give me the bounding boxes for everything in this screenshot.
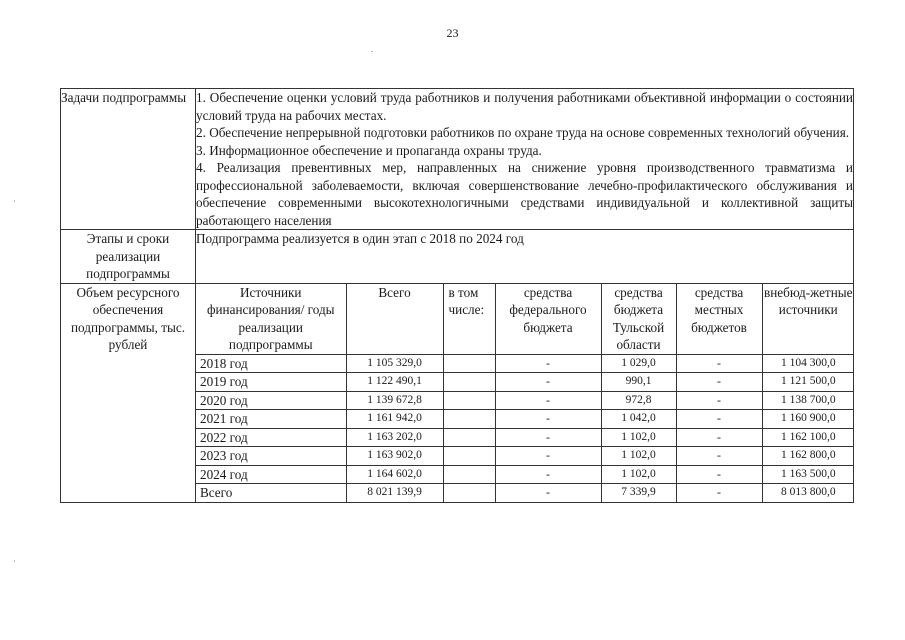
tasks-row — [61, 89, 854, 230]
task-item: 2. Обеспечение непрерывной подготовки работников по охране труда на основе современных технологий обучения. — [196, 125, 850, 140]
funding-data-row — [196, 391, 854, 410]
row-federal: - — [495, 410, 601, 429]
row-offbudget: 1 162 100,0 — [762, 428, 854, 447]
row-year: 2019 год — [196, 373, 346, 392]
task-item: 3. Информационное обеспечение и пропаганда охраны труда. — [196, 142, 542, 158]
funding-data-row — [196, 373, 854, 392]
funding-data-row — [196, 428, 854, 447]
row-regional: 990,1 — [601, 373, 676, 392]
row-federal: - — [495, 447, 601, 466]
row-regional: 1 042,0 — [601, 410, 676, 429]
subprogram-passport-table — [60, 88, 854, 503]
header-source: Источники финансирования/ годы реализации подпрограммы — [196, 284, 346, 355]
row-local: - — [676, 447, 762, 466]
task-item: 4. Реализация превентивных мер, направленных на снижение уровня производственного травматизма и профессиональной заболеваемости, включая совершенствование лечебно-профилактического обслуживания и обеспечение современными высокотехнологичными средствами индивидуальной и коллективной защиты работающего населения — [196, 160, 853, 228]
scan-speck — [371, 51, 373, 52]
funding-header-row — [196, 284, 854, 355]
tasks-list — [196, 89, 854, 230]
row-total: 1 139 672,8 — [346, 391, 443, 410]
page-number: 23 — [446, 26, 459, 40]
row-local: - — [676, 428, 762, 447]
row-local: - — [676, 484, 762, 502]
row-offbudget: 1 162 800,0 — [762, 447, 854, 466]
row-regional: 7 339,9 — [601, 484, 676, 502]
row-total: 1 163 902,0 — [346, 447, 443, 466]
tasks-label: Задачи подпрограммы — [61, 89, 196, 230]
row-including-empty — [443, 484, 495, 502]
row-federal: - — [495, 484, 601, 502]
scan-speck — [14, 560, 15, 562]
row-local: - — [676, 373, 762, 392]
funding-table — [196, 284, 854, 502]
header-regional: средства бюджета Тульской области — [601, 284, 676, 355]
row-regional: 972,8 — [601, 391, 676, 410]
row-year: 2020 год — [196, 391, 346, 410]
row-federal: - — [495, 391, 601, 410]
stages-row — [61, 230, 854, 284]
row-local: - — [676, 354, 762, 373]
row-local: - — [676, 410, 762, 429]
task-item: 1. Обеспечение оценки условий труда работников и получения работниками объективной информации о состоянии условий труда на рабочих местах. — [196, 90, 853, 123]
funding-total-row — [196, 484, 854, 502]
row-year: 2018 год — [196, 354, 346, 373]
row-federal: - — [495, 373, 601, 392]
row-federal: - — [495, 354, 601, 373]
row-total: 1 163 202,0 — [346, 428, 443, 447]
row-including-empty — [443, 410, 495, 429]
scan-speck — [14, 200, 15, 202]
row-local: - — [676, 465, 762, 484]
stages-text: Подпрограмма реализуется в один этап с 2018 по 2024 год — [196, 230, 854, 284]
funding-label: Объем ресурсного обеспечения подпрограммы, тыс. рублей — [61, 283, 196, 502]
funding-data-row — [196, 447, 854, 466]
row-offbudget: 1 121 500,0 — [762, 373, 854, 392]
row-regional: 1 102,0 — [601, 447, 676, 466]
row-total: 1 105 329,0 — [346, 354, 443, 373]
row-including-empty — [443, 391, 495, 410]
row-including-empty — [443, 465, 495, 484]
row-offbudget: 8 013 800,0 — [762, 484, 854, 502]
row-total: 1 161 942,0 — [346, 410, 443, 429]
header-including: в том числе: — [443, 284, 495, 355]
row-year: 2021 год — [196, 410, 346, 429]
row-offbudget: 1 104 300,0 — [762, 354, 854, 373]
row-total: 1 122 490,1 — [346, 373, 443, 392]
header-total: Всего — [346, 284, 443, 355]
row-including-empty — [443, 373, 495, 392]
row-including-empty — [443, 447, 495, 466]
row-offbudget: 1 160 900,0 — [762, 410, 854, 429]
row-federal: - — [495, 465, 601, 484]
header-federal: средства федерального бюджета — [495, 284, 601, 355]
funding-row — [61, 283, 854, 502]
row-including-empty — [443, 428, 495, 447]
row-federal: - — [495, 428, 601, 447]
funding-data-row — [196, 410, 854, 429]
stages-label: Этапы и сроки реализации подпрограммы — [61, 230, 196, 284]
row-year: 2022 год — [196, 428, 346, 447]
row-regional: 1 102,0 — [601, 428, 676, 447]
row-including-empty — [443, 354, 495, 373]
funding-data-row — [196, 354, 854, 373]
row-year: Всего — [196, 484, 346, 502]
funding-cell — [196, 283, 854, 502]
row-offbudget: 1 138 700,0 — [762, 391, 854, 410]
row-total: 8 021 139,9 — [346, 484, 443, 502]
row-total: 1 164 602,0 — [346, 465, 443, 484]
row-year: 2023 год — [196, 447, 346, 466]
header-offbudget: внебюд-жетные источники — [762, 284, 854, 355]
header-local: средства местных бюджетов — [676, 284, 762, 355]
row-offbudget: 1 163 500,0 — [762, 465, 854, 484]
row-local: - — [676, 391, 762, 410]
row-regional: 1 102,0 — [601, 465, 676, 484]
row-year: 2024 год — [196, 465, 346, 484]
row-regional: 1 029,0 — [601, 354, 676, 373]
funding-data-row — [196, 465, 854, 484]
